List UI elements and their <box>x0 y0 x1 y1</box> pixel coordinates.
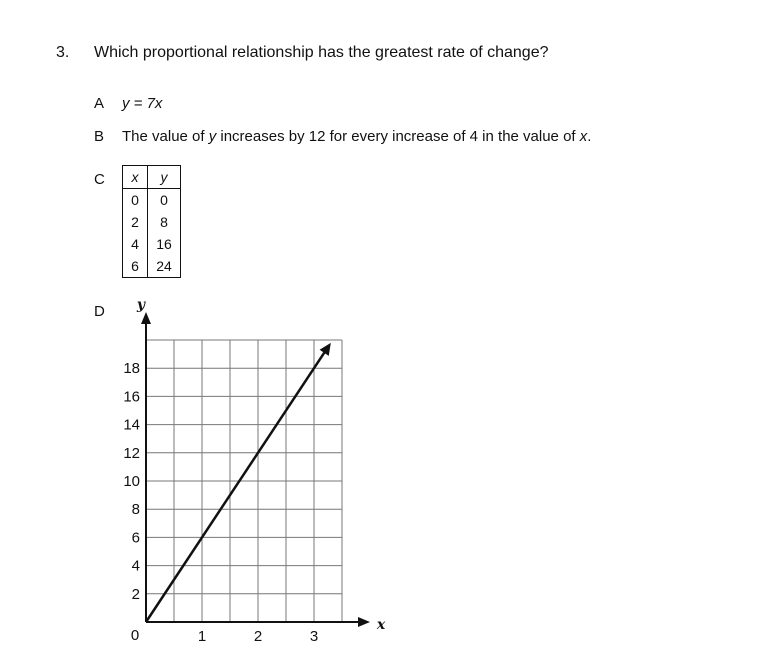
question-text: Which proportional relationship has the greatest rate of change? <box>94 44 549 61</box>
option-a-letter: A <box>94 95 105 112</box>
y-tick-label: 16 <box>123 388 140 406</box>
table-cell: 8 <box>160 214 168 230</box>
y-axis-arrow <box>141 312 151 324</box>
y-tick-label: 6 <box>131 529 140 547</box>
origin-label: 0 <box>130 627 140 644</box>
option-b-text-part: The value of <box>122 128 209 145</box>
table-header-row <box>123 166 181 189</box>
option-b-text <box>122 128 591 145</box>
y-tick-label: 2 <box>131 585 140 603</box>
table-row <box>123 233 181 255</box>
table-cell: 2 <box>123 211 148 233</box>
table-cell: 0 <box>123 189 148 212</box>
table-row <box>123 211 181 233</box>
option-b-variable-y: y <box>208 128 217 145</box>
option-b-variable-x: x <box>579 128 588 145</box>
series-line <box>146 349 327 622</box>
option-c-table <box>122 165 181 278</box>
table-cell: 6 <box>123 255 148 278</box>
y-tick-label: 4 <box>131 557 140 575</box>
option-d-graph <box>100 290 400 652</box>
option-b-text-part: increases by 12 for every increase of 4 in the value of <box>216 128 580 145</box>
x-tick-label: 3 <box>309 628 319 645</box>
option-c-letter: C <box>94 171 105 188</box>
table-cell: 4 <box>123 233 148 255</box>
y-tick-label: 12 <box>123 444 140 462</box>
y-tick-label: 10 <box>123 473 140 490</box>
table-cell: 24 <box>156 258 172 274</box>
option-a-equation: y = 7x <box>122 95 163 112</box>
table-header-x: x <box>123 166 148 189</box>
x-tick-label: 2 <box>253 628 263 645</box>
y-tick-label: 14 <box>123 416 140 434</box>
x-tick-label: 1 <box>197 628 207 645</box>
table-cell: 16 <box>156 236 172 252</box>
y-tick-label: 8 <box>131 501 140 519</box>
option-b-text-part: . <box>587 128 592 145</box>
x-axis-label: x <box>376 617 386 633</box>
table-cell: 0 <box>160 192 168 208</box>
table-row <box>123 255 181 278</box>
series-arrowhead <box>320 343 331 356</box>
option-d-letter: D <box>94 303 105 320</box>
table-header-y: y <box>148 166 181 189</box>
question-number: 3. <box>56 44 70 61</box>
y-tick-label: 18 <box>123 360 140 378</box>
option-b-letter: B <box>94 128 105 145</box>
table-row <box>123 189 181 212</box>
y-axis-label: y <box>136 297 146 313</box>
graph-tick-labels <box>123 360 318 645</box>
x-axis-arrow <box>358 617 370 627</box>
